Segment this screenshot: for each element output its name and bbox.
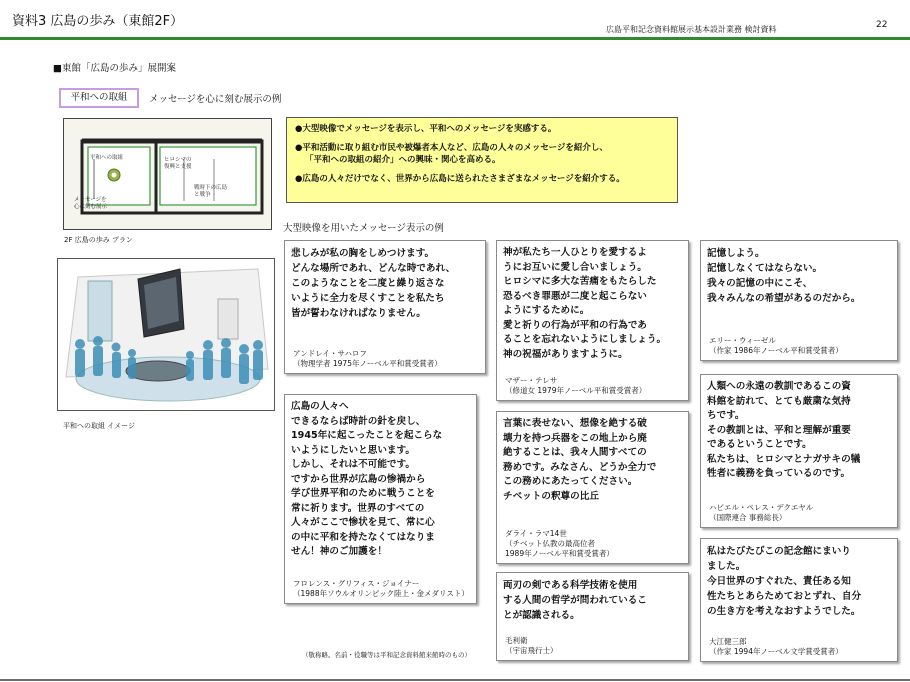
plan-caption: 2F 広島の歩み プラン [64, 236, 133, 244]
header-subtitle: 広島平和記念資料館展示基本設計業務 検討資料 [606, 25, 777, 34]
quote-card [284, 240, 486, 374]
quote-author: 大江健三郎 （作家 1994年ノーベル文学賞受賞者） [709, 637, 843, 656]
quote-card [700, 538, 898, 662]
exhibit-illustration [58, 259, 275, 411]
plan-label: 平和への取組 [90, 155, 124, 161]
quote-card [700, 374, 898, 528]
quote-text: 人類への永遠の教訓であるこの資 料館を訪れて、とても厳粛な気持 ちです。 その教訓とは、平和と理解が重要 であるということです。 私たちは、ヒロシマとナガサキの犠 牲者に義務を負っているのです。 [707, 381, 861, 479]
quote-card [700, 240, 898, 361]
theme-tag: 平和への取組 [59, 88, 139, 108]
quote-author: ハビエル・ペレス・デクエヤル （国際連合 事務総長） [709, 503, 814, 522]
quote-text: 悲しみが私の胸をしめつけます。 どんな場所であれ、どんな時であれ、 このようなことを二度と繰り返さな いように全力を尽くすことを私たち 皆が誓わなければなりません。 [291, 248, 456, 319]
floor-plan-drawing [64, 119, 272, 230]
summary-point: ●大型映像でメッセージを表示し、平和へのメッセージを実感する。 [295, 124, 557, 134]
summary-point: ●広島の人々だけでなく、世界から広島に送られたさまざまなメッセージを紹介する。 [295, 174, 625, 184]
plan-label: メッセージを 心に刻む展示 [74, 197, 108, 210]
quote-text: 言葉に表せない、想像を絶する破 壊力を持つ兵器をこの地上から廃 絶することは、我々人間すべての 務めです。みなさん、どうか全力で この務めにあたってください。 チベットの釈尊の比丘 [503, 418, 657, 502]
quote-text: 両刃の剣である科学技術を使用 する人間の哲学が問われているこ とが認識される。 [503, 580, 647, 621]
quote-author: マザー・テレサ （修道女 1979年ノーベル平和賞受賞者） [505, 376, 647, 395]
quote-card [496, 411, 689, 564]
summary-point-continued: 「平和への取組の紹介」への興味・関心を高める。 [305, 155, 501, 165]
section-title: ■東館「広島の歩み」展開案 [53, 63, 176, 74]
header-rule [0, 37, 910, 40]
page-title: 資料3 広島の歩み（東館2F） [12, 14, 184, 29]
plan-label: ヒロシマの 復興と支援 [164, 157, 192, 170]
floor-plan [63, 118, 272, 230]
exhibit-image [57, 258, 275, 411]
image-caption: 平和への取組 イメージ [63, 422, 136, 430]
quote-author: エリー・ウィーゼル （作家 1986年ノーベル平和賞受賞者） [709, 336, 843, 355]
quote-author: 毛利衛 （宇宙飛行士） [505, 636, 558, 655]
quote-text: 神が私たち一人ひとりを愛するよ うにお互いに愛し合いましょう。 ヒロシマに多大な苦痛をもたらした 恐るべき罪悪が二度と起こらない ようにするために。 愛と祈りの行為が平和の行為であ ることを忘れないようにしましょう。 神の祝福がありますように。 [503, 247, 667, 360]
quote-author: アンドレイ・サハロフ （物理学者 1975年ノーベル平和賞受賞者） [293, 349, 442, 368]
examples-caption: 大型映像を用いたメッセージ表示の例 [283, 223, 444, 234]
quote-author: フロレンス・グリフィス・ジョイナー （1988年ソウルオリンピック陸上・金メダリスト） [293, 579, 469, 598]
quote-text: 広島の人々へ できるならば時計の針を戻し、 1945年に起こったことを起こらな いようにしたいと思います。 しかし、それは不可能です。 ですから世界が広島の惨禍から 学び世界平和のために戦うことを 常に祈ります。世界のすべての 人々がここで惨状を見て、常に心 の中に平和を持たなくてはなりま せん！神のご加護を！ [291, 401, 443, 557]
footnote: （敬称略。名前・役職等は平和記念資料館来館時のもの） [302, 651, 471, 659]
summary-box [286, 117, 678, 203]
quote-card [284, 394, 477, 604]
footer-rule [0, 679, 910, 681]
theme-description: メッセージを心に刻む展示の例 [149, 94, 282, 105]
plan-label: 戦時下の広島 と戦争 [194, 185, 228, 198]
quote-text: 私はたびたびこの記念館にまいり ました。 今日世界のすぐれた、責任ある知 性たちとあらためておとずれ、自分 の生き方を考えなおすようでした。 [707, 546, 862, 617]
quote-text: 記憶しよう。 記憶しなくてはならない。 我々の記憶の中にこそ、 我々みんなの希望があるのだから。 [707, 248, 861, 304]
quote-card [496, 240, 689, 401]
quote-card [496, 572, 689, 661]
quote-author: ダライ・ラマ14世 （チベット仏教の最高位者 1989年ノーベル平和賞受賞者） [505, 529, 614, 558]
summary-point: ●平和活動に取り組む市民や被爆者本人など、広島の人々のメッセージを紹介し、 [295, 143, 608, 153]
page-number: 22 [876, 20, 888, 30]
